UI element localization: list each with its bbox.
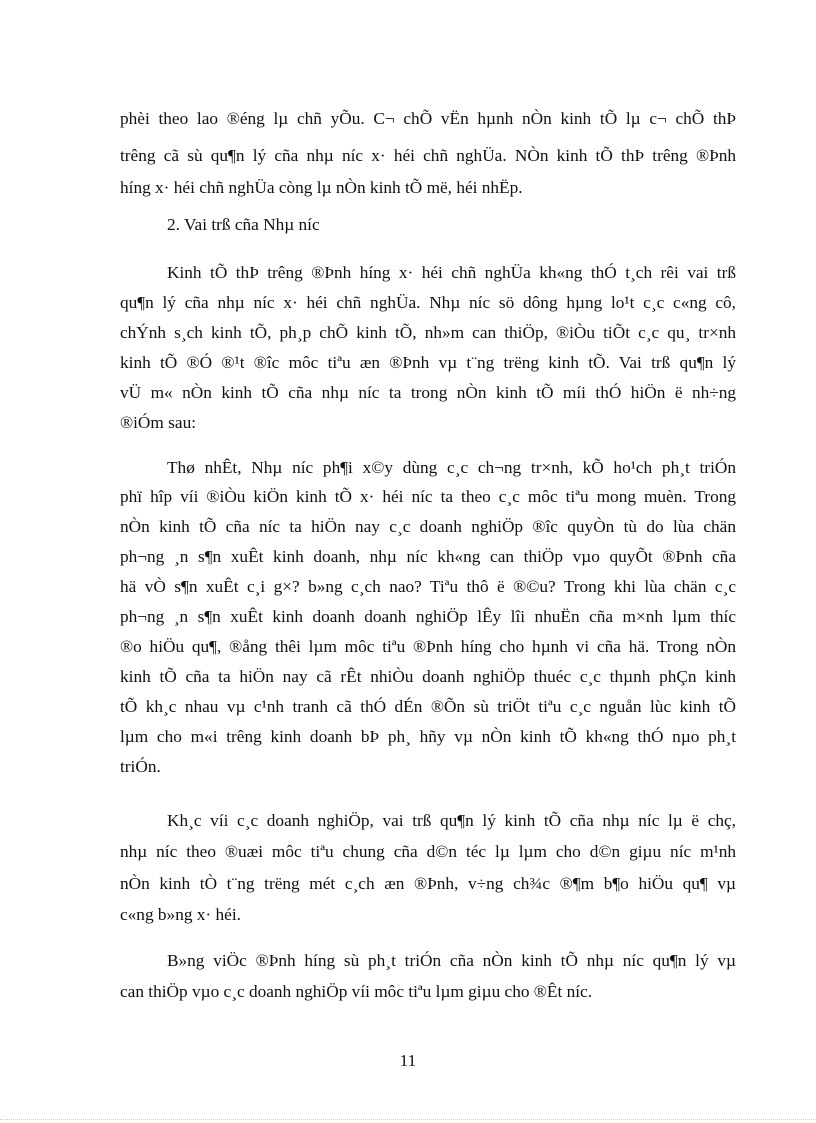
- paragraph-line: qu¶n lý cña nhµ níc x· héi chñ nghÜa. Nhµ níc sö dông hµng lo¹t c¸c c«ng cô,: [120, 293, 736, 312]
- paragraph-line: Kh¸c víi c¸c doanh nghiÖp, vai trß qu¶n lý kinh tÕ cña nhµ níc lµ ë chç,: [167, 811, 736, 830]
- paragraph-line: triÓn.: [120, 757, 161, 776]
- paragraph-line: phèi theo lao ®éng lµ chñ yÕu. C¬ chÕ vËn hµnh nÒn kinh tÕ lµ c¬ chÕ thÞ: [120, 109, 736, 128]
- paragraph-line: lµm cho m«i trêng kinh doanh bÞ ph¸ hñy vµ nÒn kinh tÕ kh«ng thÓ nµo ph¸t: [120, 727, 736, 746]
- paragraph-line: B»ng viÖc ®Þnh híng sù ph¸t triÓn cña nÒn kinh tÕ nhµ níc qu¶n lý vµ: [167, 951, 736, 970]
- paragraph-line: ®iÓm sau:: [120, 413, 197, 432]
- paragraph-line: trêng cã sù qu¶n lý cña nhµ níc x· héi chñ nghÜa. NÒn kinh tÕ thÞ trêng ®Þnh: [120, 146, 736, 165]
- paragraph-line: Thø nhÊt, Nhµ níc ph¶i x©y dùng c¸c ch¬ng tr×nh, kÕ ho¹ch ph¸t triÓn: [167, 458, 736, 477]
- section-heading: 2. Vai trß cña Nhµ níc: [167, 215, 320, 234]
- paragraph-line: híng x· héi chñ nghÜa còng lµ nÒn kinh tÕ më, héi nhËp.: [120, 178, 523, 197]
- paragraph-line: ph¬ng ¸n s¶n xuÊt kinh doanh doanh nghiÖp lÊy lîi nhuËn cña m×nh lµm thíc: [120, 607, 736, 626]
- paragraph-line: hä vÒ s¶n xuÊt c¸i g×? b»ng c¸ch nao? Tiªu thô ë ®©u? Trong khi lùa chän c¸c: [120, 577, 736, 596]
- paragraph-line: kinh tÕ ®Ó ®¹t ®îc môc tiªu æn ®Þnh vµ t¨ng trëng kinh tÕ. Vai trß qu¶n lý: [120, 353, 736, 372]
- paragraph-line: kinh tÕ cña ta hiÖn nay cã rÊt nhiÒu doanh nghiÖp thuéc c¸c thµnh phÇn kinh: [120, 667, 736, 686]
- page-bottom-divider: [0, 1119, 816, 1120]
- paragraph-line: vÜ m« nÒn kinh tÕ cña nhµ níc ta trong nÒn kinh tÕ míi thÓ hiÖn ë nh÷ng: [120, 383, 736, 402]
- paragraph-line: nhµ níc theo ®uæi môc tiªu chung cña d©n téc lµ lµm cho d©n giµu níc m¹nh: [120, 842, 736, 861]
- page-number: 11: [399, 1051, 417, 1070]
- paragraph-line: tÕ kh¸c nhau vµ c¹nh tranh cã thÓ dÉn ®Õn sù triÖt tiªu c¸c nguån lùc kinh tÕ: [120, 697, 736, 716]
- paragraph-line: Kinh tÕ thÞ trêng ®Þnh híng x· héi chñ nghÜa kh«ng thÓ t¸ch rêi vai trß: [167, 263, 736, 282]
- paragraph-line: ph¬ng ¸n s¶n xuÊt kinh doanh, nhµ níc kh«ng can thiÖp vµo quyÕt ®Þnh cña: [120, 547, 736, 566]
- paragraph-line: chÝnh s¸ch kinh tÕ, ph¸p chÕ kinh tÕ, nh»m can thiÖp, ®iÒu tiÕt c¸c qu¸ tr×nh: [120, 323, 736, 342]
- paragraph-line: nÒn kinh tÒ t¨ng trëng mét c¸ch æn ®Þnh, v÷ng ch¾c ®¶m b¶o hiÖu qu¶ vµ: [120, 874, 736, 893]
- paragraph-line: ®o hiÖu qu¶, ®ång thêi lµm môc tiªu ®Þnh híng cho hµnh vi cña hä. Trong nÒn: [120, 637, 736, 656]
- paragraph-line: nÒn kinh tÕ cña níc ta hiÖn nay c¸c doanh nghiÖp ®îc quyÒn tù do lùa chän: [120, 517, 736, 536]
- paragraph-line: phï hîp víi ®iÒu kiÖn kinh tÕ x· héi níc ta theo c¸c môc tiªu mong muèn. Trong: [120, 487, 736, 506]
- paragraph-line: can thiÖp vµo c¸c doanh nghiÖp víi môc tiªu lµm giµu cho ®Êt níc.: [120, 982, 593, 1001]
- paragraph-line: c«ng b»ng x· héi.: [120, 905, 241, 924]
